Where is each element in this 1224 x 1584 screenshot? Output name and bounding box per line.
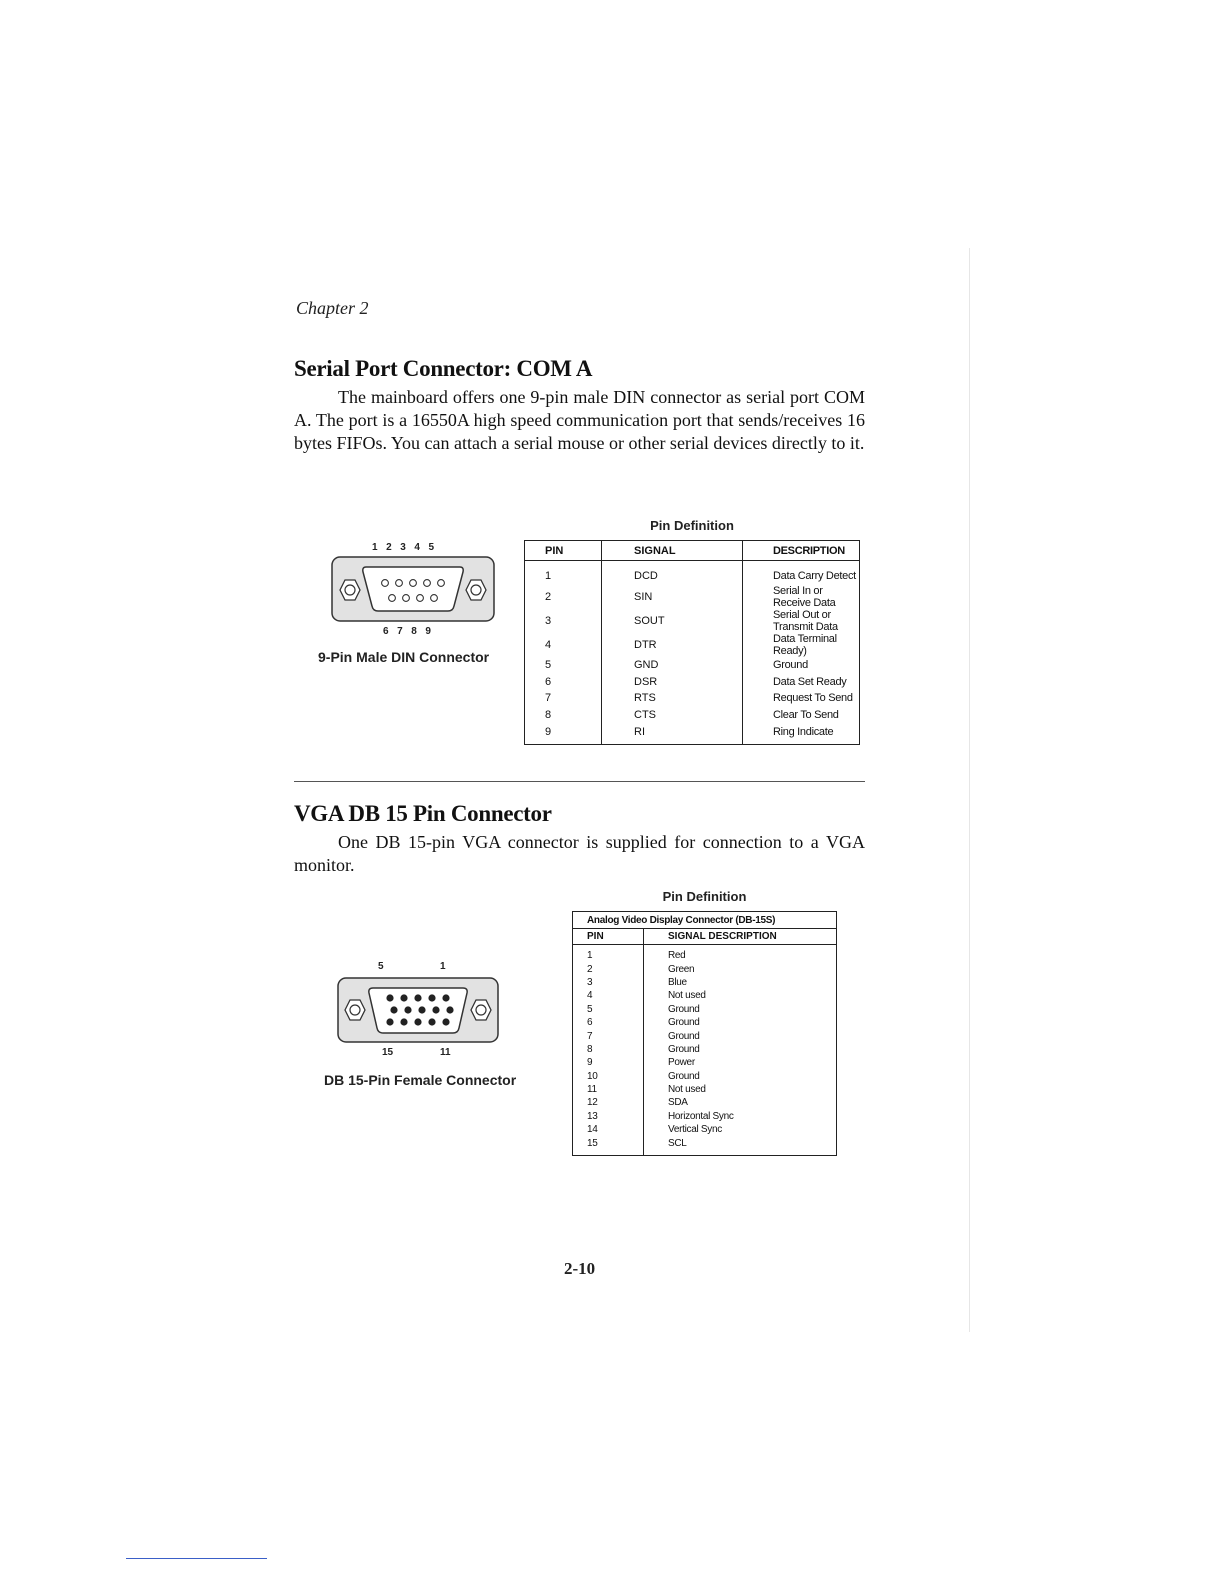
serial-bottom-pin-numbers: 6 7 8 9 <box>383 626 432 637</box>
column-header-pin: PIN <box>573 929 644 945</box>
table-row <box>573 1003 837 1016</box>
table-header-row <box>525 541 860 561</box>
vga-table-caption: Analog Video Display Connector (DB-15S) <box>573 912 837 929</box>
serial-table-title: Pin Definition <box>650 518 734 533</box>
description-cell: Ring Indicate <box>773 725 834 738</box>
scan-edge-mark <box>126 1558 267 1559</box>
table-row <box>573 1070 837 1083</box>
vga-connector-caption: DB 15-Pin Female Connector <box>324 1072 517 1088</box>
signal-cell: Ground <box>668 1030 700 1042</box>
description-cell: Ground <box>773 659 808 672</box>
vga-pin-5-label: 5 <box>378 961 384 972</box>
vga-pin-15-label: 15 <box>382 1047 394 1058</box>
table-row <box>573 1110 837 1123</box>
pin-cell: 7 <box>573 1029 644 1042</box>
table-row <box>525 657 860 674</box>
serial-top-pin-numbers: 1 2 3 4 5 <box>372 542 436 553</box>
pin-cell: 1 <box>525 561 602 585</box>
serial-section-title: Serial Port Connector: COM A <box>294 356 593 381</box>
pin-cell: 4 <box>573 989 644 1002</box>
db9-connector-icon <box>330 555 496 625</box>
description-cell: Data Terminal Ready) <box>773 632 837 657</box>
vga-pin-table <box>572 911 837 1156</box>
signal-cell: DTR <box>602 633 743 657</box>
pin-cell: 3 <box>573 976 644 989</box>
signal-cell: Not used <box>668 990 706 1002</box>
signal-cell: SOUT <box>602 609 743 633</box>
vga-description: One DB 15-pin VGA connector is supplied for connection to a VGA monitor. <box>294 832 865 875</box>
pin-cell: 13 <box>573 1110 644 1123</box>
signal-cell: SDA <box>668 1097 688 1109</box>
pin-cell: 12 <box>573 1096 644 1109</box>
table-row <box>573 945 837 963</box>
table-row <box>573 1083 837 1096</box>
db15-connector-icon <box>336 976 502 1046</box>
signal-cell: CTS <box>602 707 743 724</box>
table-row <box>573 1056 837 1069</box>
pin-cell: 9 <box>573 1056 644 1069</box>
chapter-label: Chapter 2 <box>296 298 369 318</box>
table-row <box>573 1123 837 1136</box>
signal-cell: Ground <box>668 1043 700 1055</box>
signal-cell: Green <box>668 963 695 975</box>
table-row <box>525 673 860 690</box>
table-row <box>573 1096 837 1109</box>
signal-cell: RI <box>602 723 743 744</box>
description-cell: Data Set Ready <box>773 675 847 688</box>
signal-cell: SIN <box>602 585 743 609</box>
pin-cell: 1 <box>573 945 644 963</box>
description-cell: Request To Send <box>773 692 853 705</box>
signal-cell: Ground <box>668 1003 700 1015</box>
table-row <box>573 1043 837 1056</box>
table-row <box>573 962 837 975</box>
table-row <box>525 561 860 585</box>
vga-section-title: VGA DB 15 Pin Connector <box>294 801 552 826</box>
table-row <box>525 707 860 724</box>
table-row <box>525 585 860 609</box>
table-row <box>525 690 860 707</box>
pin-cell: 14 <box>573 1123 644 1136</box>
pin-cell: 4 <box>525 633 602 657</box>
signal-cell: GND <box>602 657 743 674</box>
description-cell: Data Carry Detect <box>773 570 856 583</box>
vga-pin-11-label: 11 <box>440 1047 451 1058</box>
table-row <box>525 609 860 633</box>
serial-pin-table <box>524 540 860 745</box>
pin-cell: 8 <box>525 707 602 724</box>
vga-table-title: Pin Definition <box>662 889 747 904</box>
signal-cell: Red <box>668 950 686 962</box>
table-row <box>573 976 837 989</box>
signal-cell: Horizontal Sync <box>668 1110 734 1122</box>
description-cell: Serial Out or Transmit Data <box>773 608 838 633</box>
signal-cell: Ground <box>668 1070 700 1082</box>
pin-cell: 7 <box>525 690 602 707</box>
pin-cell: 10 <box>573 1070 644 1083</box>
description-cell: Clear To Send <box>773 709 839 722</box>
pin-cell: 9 <box>525 723 602 744</box>
column-header-signal-description: SIGNAL DESCRIPTION <box>644 929 837 945</box>
table-row <box>573 1136 837 1155</box>
pin-cell: 3 <box>525 609 602 633</box>
signal-cell: Vertical Sync <box>668 1124 722 1136</box>
serial-description: The mainboard offers one 9-pin male DIN connector as serial port COM A. The port is a 16550A high speed communication port that sends/receives 16 bytes FIFOs. You can attach a serial mouse or other serial devices directly to it. <box>294 387 865 453</box>
signal-cell: Power <box>668 1057 695 1069</box>
pin-cell: 2 <box>573 962 644 975</box>
table-row <box>573 1029 837 1042</box>
page-number: 2-10 <box>564 1259 596 1278</box>
pin-cell: 11 <box>573 1083 644 1096</box>
description-cell: Serial In or Receive Data <box>773 584 836 609</box>
column-header-signal: SIGNAL <box>602 541 743 561</box>
table-row <box>573 989 837 1002</box>
table-row <box>573 1016 837 1029</box>
section-divider <box>294 781 865 782</box>
table-header-row <box>573 929 837 945</box>
column-header-description: DESCRIPTION <box>743 541 860 561</box>
signal-cell: Not used <box>668 1084 706 1096</box>
pin-cell: 2 <box>525 585 602 609</box>
serial-connector-caption: 9-Pin Male DIN Connector <box>318 649 490 665</box>
scan-edge-line <box>969 248 970 1332</box>
table-caption-row <box>573 912 837 929</box>
pin-cell: 5 <box>573 1003 644 1016</box>
table-row <box>525 723 860 744</box>
signal-cell: SCL <box>668 1137 687 1149</box>
pin-cell: 6 <box>525 673 602 690</box>
pin-cell: 8 <box>573 1043 644 1056</box>
signal-cell: Ground <box>668 1017 700 1029</box>
pin-cell: 15 <box>573 1136 644 1155</box>
signal-cell: RTS <box>602 690 743 707</box>
signal-cell: Blue <box>668 976 687 988</box>
signal-cell: DSR <box>602 673 743 690</box>
vga-pin-1-label: 1 <box>440 961 446 972</box>
signal-cell: DCD <box>602 561 743 585</box>
pin-cell: 5 <box>525 657 602 674</box>
pin-cell: 6 <box>573 1016 644 1029</box>
column-header-pin: PIN <box>525 541 602 561</box>
table-row <box>525 633 860 657</box>
